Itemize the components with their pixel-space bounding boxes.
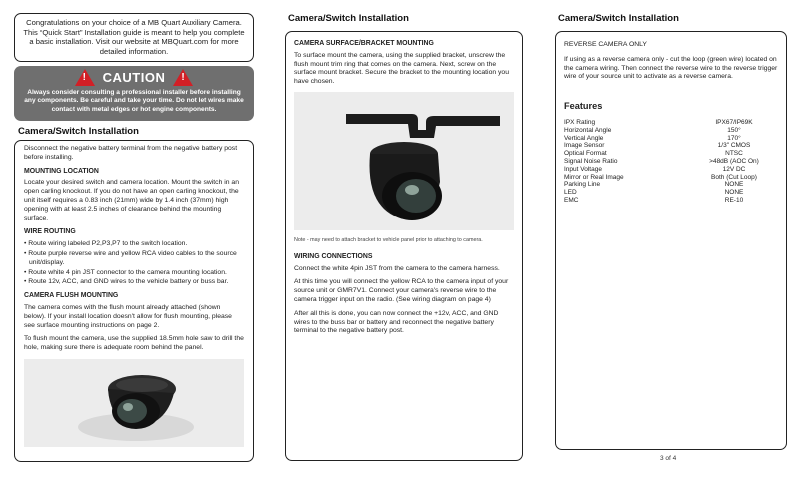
spec-value: 1/3" CMOS <box>717 142 751 150</box>
mounting-heading: MOUNTING LOCATION <box>24 167 99 175</box>
spec-value: Both (Cut Loop) <box>711 173 757 181</box>
flush-camera-photo <box>24 359 244 447</box>
section-title: Camera/Switch Installation <box>558 13 679 24</box>
warning-icon: ! <box>75 69 95 86</box>
wiring-paragraph: At this time you will connect the yellow RCA to the camera input of your source unit or GMR7V1. Connect your camera's reverse wire to the camera trigger input on the radio. (See wiring diagram on page 4) <box>294 278 509 303</box>
spec-label: Input Voltage <box>564 165 602 173</box>
section-title: Camera/Switch Installation <box>288 13 409 24</box>
wire-routing-heading: WIRE ROUTING <box>24 228 76 236</box>
spec-label: EMC <box>564 196 579 204</box>
spec-label: Vertical Angle <box>564 134 604 142</box>
spec-value: 12V DC <box>722 165 746 173</box>
spec-row <box>564 174 778 182</box>
surface-mount-paragraph: To surface mount the camera, using the supplied bracket, unscrew the flush mount trim ring that comes on the camera. Next, screw on the surface mount bracket. Secure the bracket to the mounting location you have chosen. <box>294 51 509 86</box>
list-item: • Route 12v, ACC, and GND wires to the vehicle battery or buss bar. <box>24 278 229 286</box>
spec-value: NONE <box>724 181 744 189</box>
spec-row <box>564 119 778 127</box>
spec-row <box>564 135 778 143</box>
spec-value: NONE <box>724 189 744 197</box>
caution-title: CAUTION <box>102 70 166 85</box>
wire-routing-list <box>24 240 244 287</box>
spec-label: LED <box>564 189 577 197</box>
spec-row <box>564 150 778 158</box>
spec-value: RE-10 <box>724 196 744 204</box>
spec-row <box>564 197 778 205</box>
bracket-note: Note - may need to attach bracket to vehicle panel prior to attaching to camera. <box>294 236 483 243</box>
spec-row <box>564 158 778 166</box>
caution-banner <box>14 66 254 121</box>
list-item: • Route purple reverse wire and yellow RCA video cables to the source unit/display. <box>24 249 237 266</box>
spec-value: >48dB (AOC On) <box>709 157 759 165</box>
intro-box <box>14 13 254 62</box>
warning-icon: ! <box>173 69 193 86</box>
reverse-camera-heading: REVERSE CAMERA ONLY <box>564 41 647 48</box>
spec-value: 170° <box>727 134 741 142</box>
spec-label: Signal Noise Ratio <box>564 157 618 165</box>
bracket-camera-photo <box>294 92 514 230</box>
wiring-paragraph: After all this is done, you can now connect the +12v, ACC, and GND wires to the buss bar or battery and reconnect the negative battery terminal to the negative battery post. <box>294 309 499 335</box>
spec-label: Horizontal Angle <box>564 126 612 134</box>
reverse-camera-paragraph: If using as a reverse camera only - cut the loop (green wire) located on the camera wiring. Then connect the reverse wire to the reverse trigger wire of your source unit to activate as a reverse camera. <box>564 55 778 81</box>
camera-flush-image <box>24 359 244 447</box>
spec-label: Image Sensor <box>564 142 605 150</box>
flush-mount-paragraph: The camera comes with the flush mount already attached (shown below). If your install location doesn't allow for flush mounting, please see surface mounting instructions on page 2. <box>24 303 232 329</box>
list-item: • Route wiring labeled P2,P3,P7 to the switch location. <box>24 240 188 248</box>
spec-value: 150° <box>727 126 741 134</box>
wiring-connections-heading: WIRING CONNECTIONS <box>294 252 373 260</box>
intro-text: Congratulations on your choice of a MB Quart Auxiliary Camera. This “Quick Start” Installation guide is meant to help you complete a basic installation. Visit our website at MBQuart.com for more detailed information. <box>23 18 245 56</box>
camera-bracket-image <box>294 92 514 230</box>
right-panel <box>555 31 787 450</box>
features-title: Features <box>564 101 603 112</box>
surface-mount-heading: CAMERA SURFACE/BRACKET MOUNTING <box>294 40 434 47</box>
section-title: Camera/Switch Installation <box>18 126 139 137</box>
flush-mount-heading: CAMERA FLUSH MOUNTING <box>24 292 119 300</box>
spec-label: Parking Line <box>564 181 601 189</box>
spec-row <box>564 127 778 135</box>
flush-mount-paragraph: To flush mount the camera, use the supplied 18.5mm hole saw to drill the hole, making sure there is adequate room behind the panel. <box>24 335 244 352</box>
page-number: 3 of 4 <box>660 455 677 462</box>
spec-value: NTSC <box>725 150 743 158</box>
mounting-paragraph: Locate your desired switch and camera location. Mount the switch in an open carling knockout. If you do not have an open carling knockout, the unit itself requires a 0.83 inch (21mm) wide by 1.4 inch (37mm) high opening with at least 2.5 inches of clearance behind the mounting surface. <box>24 179 239 222</box>
spec-label: Mirror or Real Image <box>564 173 624 181</box>
spec-label: Optical Format <box>564 150 607 158</box>
list-item: • Route white 4 pin JST connector to the camera mounting location. <box>24 268 227 276</box>
wiring-paragraph: Connect the white 4pin JST from the camera to the camera harness. <box>294 264 500 272</box>
middle-panel <box>285 31 523 461</box>
intro-paragraph: Disconnect the negative battery terminal from the negative battery post before installing. <box>24 145 238 161</box>
caution-text: Always consider consulting a professional installer before installing any components. Be careful and take your time. Do not let wires make contact with metal edges or hot engine components. <box>24 89 244 113</box>
spec-row <box>564 189 778 197</box>
left-panel <box>14 140 254 462</box>
spec-row <box>564 181 778 189</box>
spec-label: IPX Rating <box>564 118 596 126</box>
spec-row <box>564 166 778 174</box>
spec-value: IPX67/IP69K <box>715 118 753 126</box>
spec-row <box>564 142 778 150</box>
features-section <box>564 102 778 205</box>
